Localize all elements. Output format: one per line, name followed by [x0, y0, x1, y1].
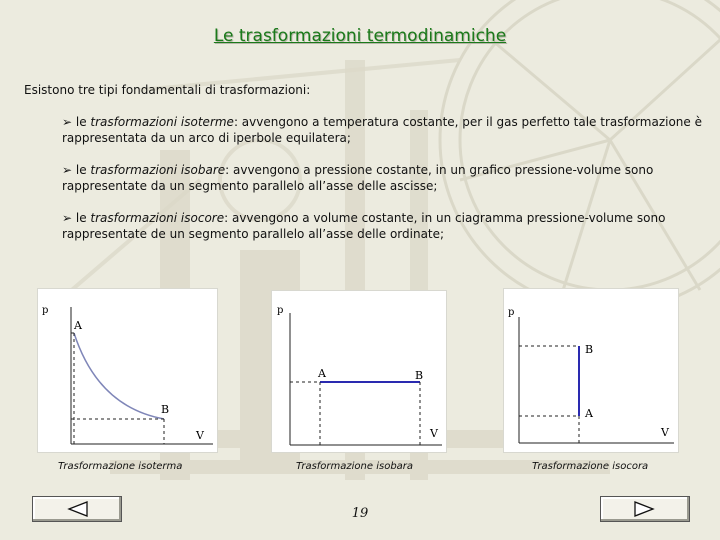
- triangle-right-icon: [601, 497, 689, 521]
- point-b-label: B: [161, 403, 170, 416]
- bullet-term: trasformazioni isocore: [90, 211, 225, 225]
- isobar-diagram: [271, 290, 447, 453]
- axis-v-label: V: [661, 426, 669, 439]
- isotherm-diagram: [37, 288, 218, 453]
- bullet-isobare: [62, 162, 702, 194]
- next-slide-button[interactable]: [600, 496, 690, 522]
- caption-isoterma: Trasformazione isoterma: [58, 461, 183, 472]
- bullet-term: trasformazioni isoterme: [90, 115, 234, 129]
- point-b-label: B: [415, 369, 424, 382]
- bullet-prefix: le: [75, 211, 91, 225]
- isochore-diagram: [503, 288, 679, 453]
- bullet-term: trasformazioni isobare: [90, 163, 226, 177]
- page-number: 19: [351, 506, 369, 521]
- point-a-label: A: [585, 407, 593, 420]
- bullet-text: : avvengono a pressione costante, in un grafico pressione-volume sono rappresentate da un segmento parallelo all’asse delle ascisse;: [62, 163, 654, 193]
- caption-isobara: Trasformazione isobara: [296, 461, 414, 472]
- bullet-prefix: le: [75, 115, 91, 129]
- bullet-text: : avvengono a temperatura costante, per il gas perfetto tale trasformazione è rappresentata da un arco di iperbole equilatera;: [62, 115, 702, 145]
- bullet-prefix: le: [75, 163, 91, 177]
- point-b-label: B: [585, 343, 594, 356]
- axis-v-label: V: [196, 429, 204, 442]
- bullet-text: : avvengono a volume costante, in un ciagramma pressione-volume sono rappresentate de un segmento parallelo all’asse delle ordinate;: [62, 211, 666, 241]
- slide-title: Le trasformazioni termodinamiche: [213, 26, 507, 46]
- bullet-marker: ➢: [62, 163, 76, 177]
- intro-text: Esistono tre tipi fondamentali di trasformazioni:: [24, 83, 311, 97]
- bullet-marker: ➢: [62, 211, 76, 225]
- point-a-label: A: [318, 367, 326, 380]
- triangle-left-icon: [33, 497, 121, 521]
- axis-p-label: p: [277, 305, 284, 316]
- caption-isocora: Trasformazione isocora: [532, 461, 649, 472]
- bullet-isocore: [62, 210, 702, 242]
- point-a-label: A: [74, 319, 82, 332]
- bullet-marker: ➢: [62, 115, 76, 129]
- axis-p-label: p: [42, 305, 49, 316]
- bullet-isoterme: [62, 114, 702, 146]
- axis-v-label: V: [430, 427, 438, 440]
- prev-slide-button[interactable]: [32, 496, 122, 522]
- axis-p-label: p: [508, 307, 515, 318]
